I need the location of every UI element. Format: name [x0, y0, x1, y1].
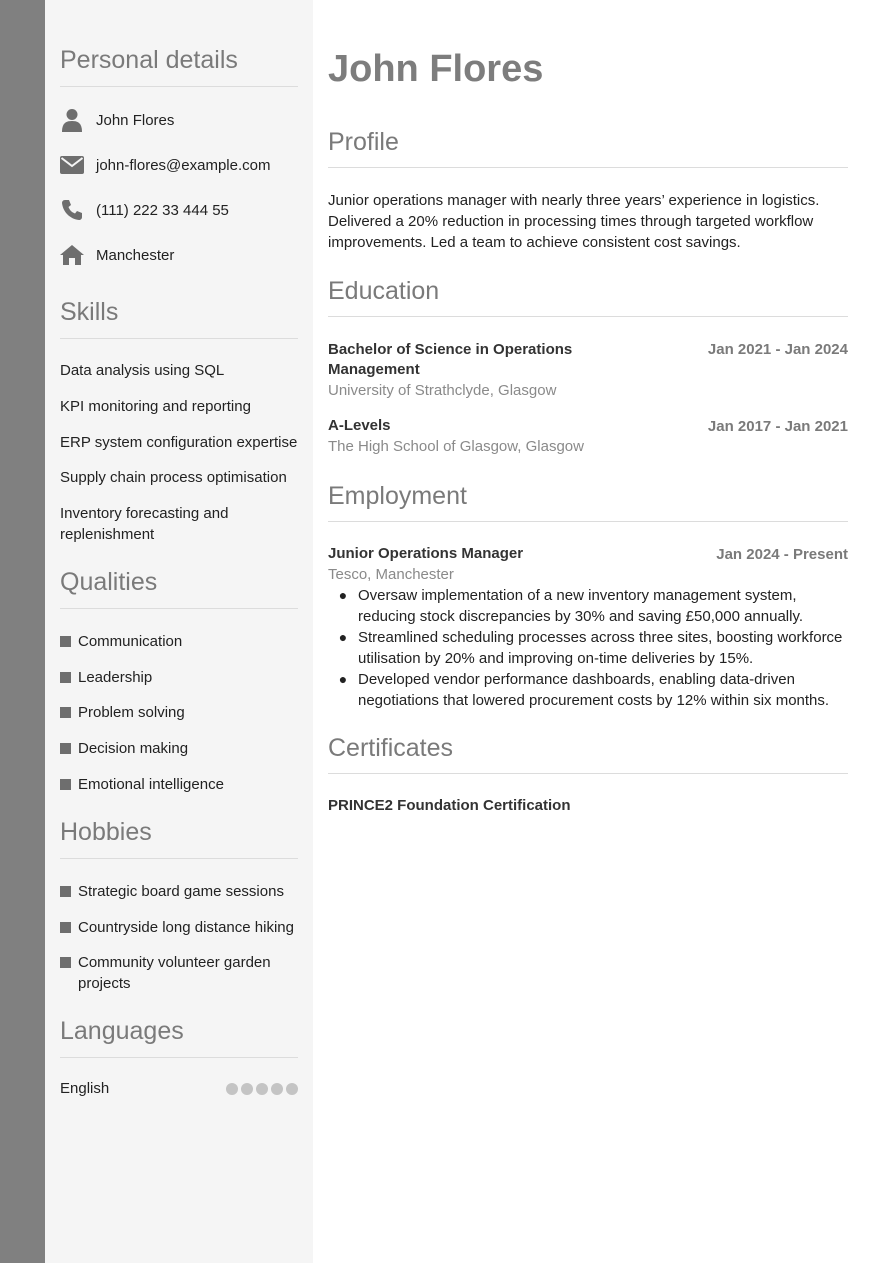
resume-name: John Flores — [328, 48, 544, 90]
main-content — [313, 0, 893, 1263]
divider — [60, 1057, 298, 1058]
certificate-item: PRINCE2 Foundation Certification — [328, 797, 571, 814]
quality-item — [60, 667, 300, 688]
accent-strip — [0, 0, 45, 1263]
personal-email[interactable]: john-flores@example.com — [96, 156, 271, 174]
quality-label: Leadership — [78, 669, 153, 686]
education-title: Bachelor of Science in Operations Management — [328, 341, 573, 378]
job-bullet-text: Developed vendor performance dashboards, enabling data-driven negotiations that lowered procurement costs by 12% within six months. — [358, 671, 830, 709]
education-dates: Jan 2017 - Jan 2021 — [707, 418, 848, 435]
job-bullet-text: Oversaw implementation of a new inventory management system, reducing stock discrepancies by 30% and saving £50,000 annually. — [358, 587, 804, 625]
skills-heading: Skills — [60, 298, 119, 326]
personal-name-row — [60, 108, 174, 132]
personal-location: Manchester — [96, 246, 175, 264]
quality-label: Problem solving — [78, 704, 185, 721]
skill-item: KPI monitoring and reporting — [60, 398, 251, 415]
hobby-item — [60, 881, 300, 902]
sidebar — [45, 0, 313, 1263]
job-bullet-text: Streamlined scheduling processes across three sites, boosting workforce utilisation by 20% and improving on-time deliveries by 15%. — [358, 629, 843, 667]
envelope-icon — [60, 153, 84, 177]
hobby-item — [60, 952, 290, 994]
square-bullet-icon — [60, 707, 71, 718]
quality-item — [60, 774, 300, 795]
divider — [60, 858, 298, 859]
hobby-item — [60, 917, 300, 938]
hobby-label: Community volunteer garden projects — [78, 954, 271, 992]
square-bullet-icon — [60, 636, 71, 647]
profile-text: Junior operations manager with nearly three years’ experience in logistics. Delivered a 20% reduction in processing times through targeted workflow improvements. Led a team to achieve consistent cost savings. — [328, 192, 820, 251]
quality-item — [60, 702, 300, 723]
divider — [60, 86, 298, 87]
divider — [328, 316, 848, 317]
personal-location-row — [60, 243, 174, 267]
certificates-heading: Certificates — [328, 734, 454, 762]
level-dot — [256, 1083, 268, 1095]
skill-item: Inventory forecasting and replenishment — [60, 505, 229, 543]
education-institution: The High School of Glasgow, Glasgow — [328, 438, 584, 455]
language-row — [60, 1080, 298, 1097]
square-bullet-icon — [60, 779, 71, 790]
job-dates: Jan 2024 - Present — [716, 546, 848, 563]
job-title: Junior Operations Manager — [328, 545, 524, 562]
job-bullets — [328, 585, 848, 711]
education-institution: University of Strathclyde, Glasgow — [328, 382, 557, 399]
skill-item: Supply chain process optimisation — [60, 469, 287, 486]
language-level-dots — [226, 1083, 298, 1095]
job-bullet — [328, 585, 848, 627]
bullet-dot-icon: ● — [338, 629, 348, 645]
phone-icon — [60, 198, 84, 222]
job-bullet — [328, 669, 848, 711]
quality-label: Emotional intelligence — [78, 776, 224, 793]
level-dot — [241, 1083, 253, 1095]
personal-phone-row — [60, 198, 229, 222]
hobby-label: Strategic board game sessions — [78, 883, 284, 900]
education-dates: Jan 2021 - Jan 2024 — [707, 341, 848, 358]
level-dot — [226, 1083, 238, 1095]
square-bullet-icon — [60, 886, 71, 897]
language-name: English — [60, 1080, 110, 1097]
quality-label: Communication — [78, 633, 183, 650]
hobby-label: Countryside long distance hiking — [78, 919, 294, 936]
education-heading: Education — [328, 277, 440, 305]
hobbies-heading: Hobbies — [60, 818, 152, 846]
personal-phone: (111) 222 33 444 55 — [96, 201, 229, 219]
home-icon — [60, 243, 84, 267]
divider — [60, 338, 298, 339]
divider — [60, 608, 298, 609]
employment-heading: Employment — [328, 482, 467, 510]
job-company: Tesco, Manchester — [328, 566, 454, 583]
languages-heading: Languages — [60, 1017, 184, 1045]
qualities-heading: Qualities — [60, 568, 158, 596]
person-icon — [60, 108, 84, 132]
profile-heading: Profile — [328, 128, 399, 156]
quality-item — [60, 738, 300, 759]
personal-email-row — [60, 153, 270, 177]
personal-name: John Flores — [96, 111, 175, 129]
divider — [328, 773, 848, 774]
divider — [328, 521, 848, 522]
level-dot — [286, 1083, 298, 1095]
square-bullet-icon — [60, 672, 71, 683]
skill-item: Data analysis using SQL — [60, 362, 225, 379]
job-bullet — [328, 627, 848, 669]
quality-item — [60, 631, 300, 652]
level-dot — [271, 1083, 283, 1095]
personal-details-heading: Personal details — [60, 46, 238, 74]
square-bullet-icon — [60, 743, 71, 754]
education-title: A-Levels — [328, 417, 391, 434]
divider — [328, 167, 848, 168]
quality-label: Decision making — [78, 740, 189, 757]
skill-item: ERP system configuration expertise — [60, 434, 298, 451]
bullet-dot-icon: ● — [338, 587, 348, 603]
square-bullet-icon — [60, 957, 71, 968]
bullet-dot-icon: ● — [338, 671, 348, 687]
square-bullet-icon — [60, 922, 71, 933]
